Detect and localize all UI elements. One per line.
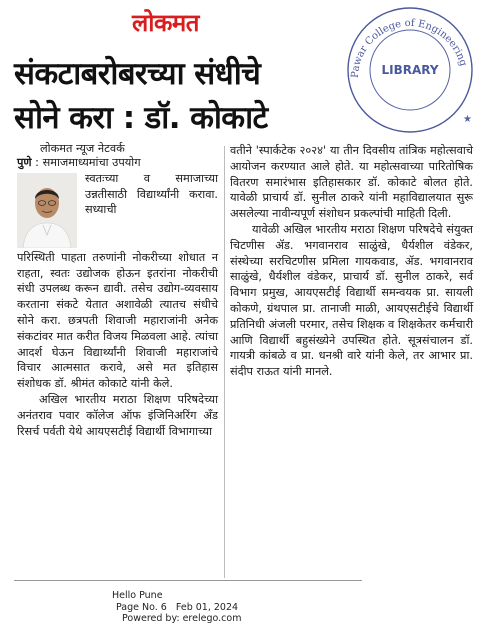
footer-powered-by: Powered by: erelego.com [122,613,242,624]
newspaper-masthead: लोकमत [132,8,199,37]
library-seal-stamp [338,0,486,136]
headline-line-1: संकटाबरोबरच्या संधीचे [14,56,261,92]
article-column-1 [17,155,218,439]
footer-page-date: Page No. 6 Feb 01, 2024 [116,601,239,613]
paragraph-3: यावेळी अखिल भारतीय मराठा शिक्षण परिषदेचे संयुक्त चिटणीस ॲड. भगवानराव साळुंखे, धैर्यशील वंडेकर, संस्थेच्या सरचिटणीस प्रमिला गायकवाड, ॲड. भगवानराव साळुंखे, धैर्यशील वंडेकर, प्राचार्य डॉ. सुनील ठाकरे, सर्व विभाग प्रमुख, आयएसटीई विद्यार्थी समन्वयक प्रा. सायली कोकणे, ग्रंथपाल प्रा. तानाजी माळी, आयएसटीईचे विद्यार्थी प्रतिनिधी अंजली परमार, तसेच शिक्षक व शिक्षकेतर कर्मचारी आणि विद्यार्थी बहुसंख्येने उपस्थित होते. सूत्रसंचालन डॉ. गायत्री कांबळे व प्रा. धनश्री वारे यांनी केले, तर आभार प्रा. संदीप राऊत यांनी मानले. [230,222,473,379]
paragraph-2: अखिल भारतीय मराठा शिक्षण परिषदेच्या अनंतराव पवार कॉलेज ऑफ इंजिनिअरिंग अँड रिसर्च पर्वती येथे आयएसटीई विद्यार्थी विभागाच्या [17,392,218,438]
footer-edition: Hello Pune [112,590,163,601]
seal-top-text: Pawar College of Engineering [349,17,469,79]
column-divider [224,146,225,578]
bottom-rule [14,580,362,581]
speaker-photo [17,173,77,248]
speaker-photo-illustration [17,173,77,248]
clipping-footer [100,590,241,625]
dateline-city: पुणे [17,156,32,169]
lead-text: : समाजमाध्यमांचा उपयोग [31,156,141,169]
byline: लोकमत न्यूज नेटवर्क [40,142,125,155]
beside-photo-text: स्वतःच्या व समाजाच्या उन्नतीसाठी विद्यार्थ्यांनी करावा. सध्याची [85,171,218,217]
article-headline [14,52,349,140]
paragraph-1-continued: परिस्थिती पाहता तरुणांनी नोकरीच्या शोधात न राहता, स्वतः उद्योजक होऊन इतरांना नोकरीची संधी उपलब्ध करून द्यावी. तसेच उद्योग-व्यवसाय करताना संकटे येतात अशावेळी त्यातच संधीचे सोने करा. छत्रपती शिवाजी महाराजांनी अनेक संकटांवर मात करीत विजय मिळवला आहे. त्यांचा आदर्श घेऊन विद्यार्थ्यांनी शिवाजी महाराजांचे विचार आत्मसात करावे, असे मत इतिहास संशोधक डॉ. श्रीमंत कोकाटे यांनी केले. [17,250,218,391]
paragraph-2-continued: वतीने 'स्पार्कटेक २०२४' या तीन दिवसीय तांत्रिक महोत्सवाचे आयोजन करण्यात आले होते. या महोत्सवाच्या पारितोषिक वितरण समारंभास इतिहासकार डॉ. कोकाटे बोलत होते. यावेळी प्राचार्य डॉ. सुनील ठाकरे यांनी महाविद्यालयात सुरू असलेल्या नावीन्यपूर्ण संशोधन प्रकल्पांची माहिती दिली. [230,144,473,221]
headline-line-2: सोने करा : डॉ. कोकाटे [14,100,268,136]
seal-star: ★ [463,114,472,125]
seal-center-label: LIBRARY [381,63,439,77]
article-column-2 [230,143,473,380]
dateline-paragraph [17,155,218,171]
